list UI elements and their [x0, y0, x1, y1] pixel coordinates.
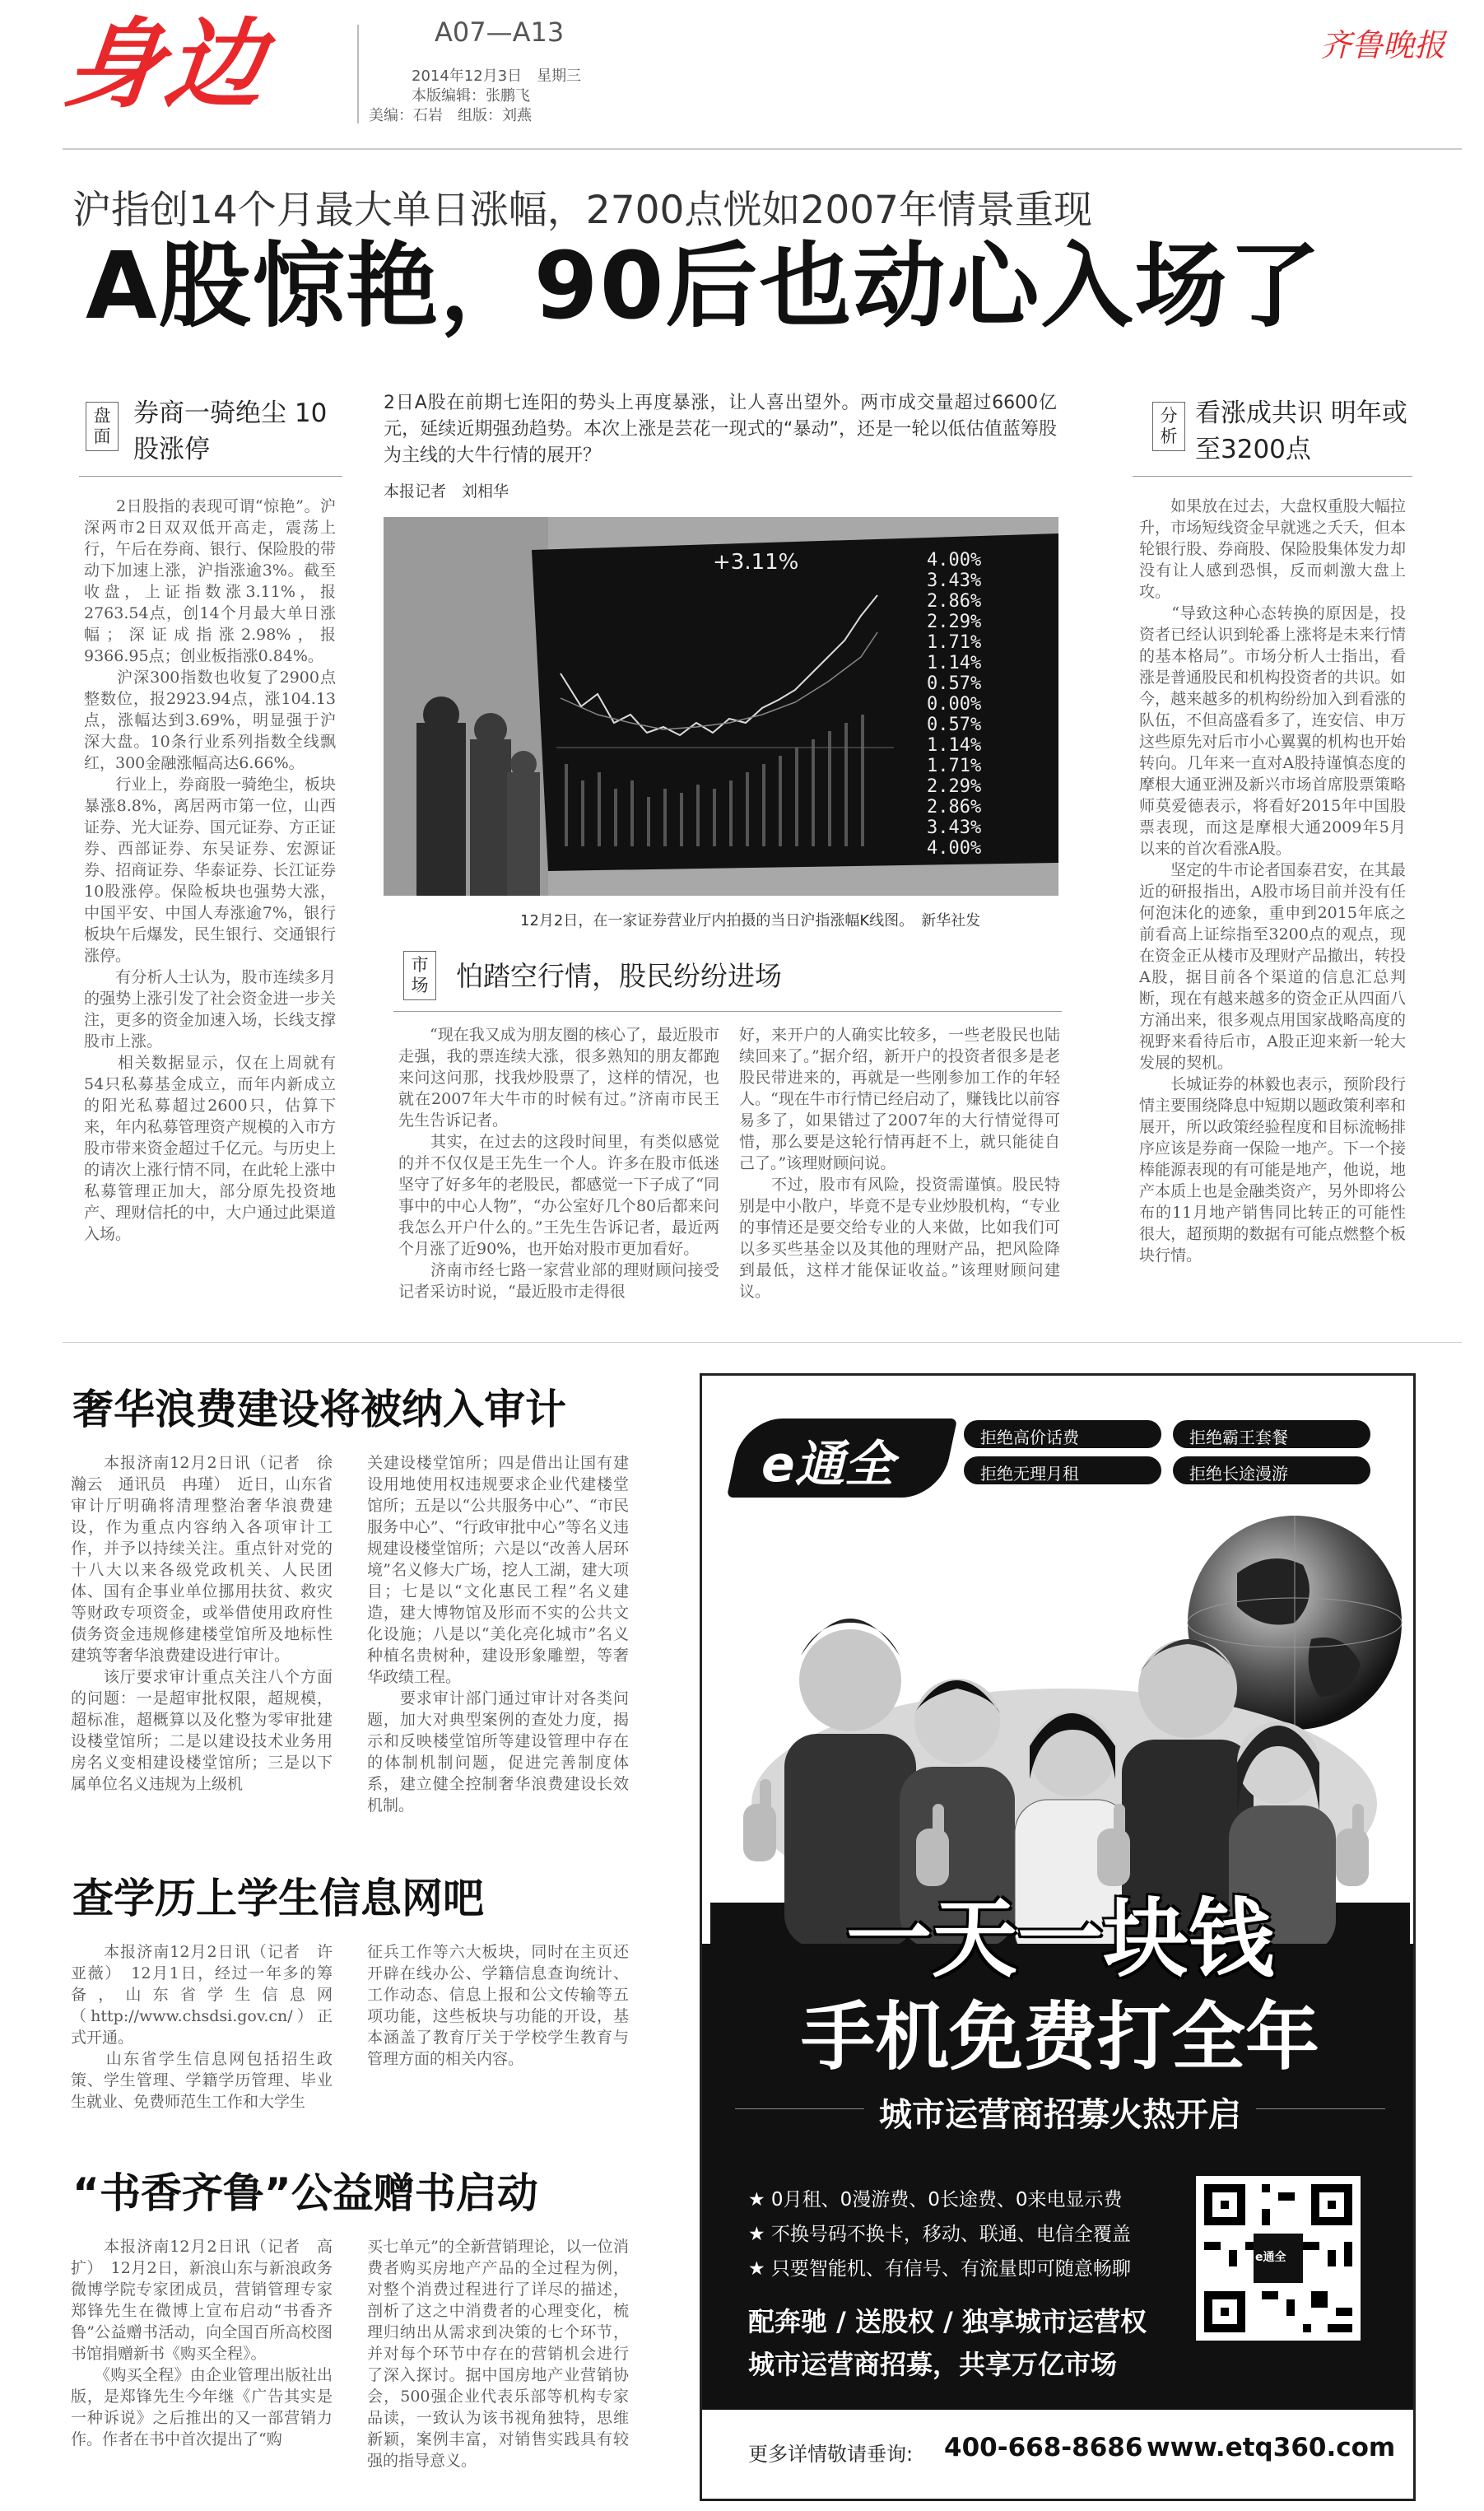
masthead-rule — [63, 148, 1462, 150]
story4-body-b: 买七单元”的全新营销理论，以一位消费者购买房地产产品的全过程为例，对整个消费过程进行了详尽的描述，剖析了这之中消费者的心理变化，梳理归纳出从需求到决策的七个环节，并对每个环节中存在的营销机会进行了深入探讨。据中国房地产业营销协会，500强企业代表乐部等机构专家品读，一致认为该书视角独特，思维新颖，案例丰富，对销售实践具有较强的指导意义。 — [367, 2238, 629, 2470]
qr-code[interactable] — [1196, 2176, 1361, 2341]
paper-logo: 齐鲁晚报 — [1320, 27, 1446, 63]
board-number: 1.71% — [927, 756, 982, 776]
board-number: 3.43% — [927, 571, 982, 591]
market-title-rule — [393, 1011, 1062, 1012]
board-number: 2.29% — [927, 776, 982, 797]
ad-pill-label: 拒绝长途漫游 — [1189, 1464, 1288, 1484]
left-col-body: 2日股指的表现可谓“惊艳”。沪深两市2日双双低开高走，震荡上行，午后在券商、银行、保险股的带动下加速上涨，沪指涨逾3%。截至收盘，上证指数涨3.11%，报2763.54点，创14个月最大单日涨幅；深证成指涨2.98%，报9366.95点；创业板指涨0.84%。 沪深300指数也收复了2900点整数位，报2923.94点，涨104.13点，涨幅达到3.69%，明显强于沪深大盘。10条行业系列指数全线飘红，300金融涨幅高达6.66%。 行业上，券商股一骑绝尘，板块暴涨8.8%，离居两市第一位，山西证券、光大证券、国元证券、方正证券、西部证券、东吴证券、宏源证券、招商证券、华泰证券、长江证券10股涨停。保险板块也强势大涨，中国平安、中国人寿涨逾7%，银行板块午后爆发，民生银行、交通银行涨停。 有分析人士认为，股市连续多月的强势上涨引发了社会资金进一步关注，更多的资金加速入场，长线支撑股市上涨。 相关数据显示，仅在上周就有54只私募基金成立，而年内新成立的阳光私募超过2600只，估算下来，年内私募管理资产规模的入市方股市带来资金超过千亿元。与历史上的请次上涨行情不同，在此轮上涨中私募管理正加大，部分原先投资地产、理财信托的中，大户通过此渠道入场。 — [84, 497, 336, 1243]
board-number: 1.14% — [927, 653, 982, 673]
section-logo: 身边 — [59, 7, 273, 121]
ad-feature: ★ 不换号码不换卡，移动、联通、电信全覆盖 — [748, 2224, 1131, 2245]
editor-line: 本版编辑：张鹏飞 — [412, 87, 530, 105]
board-number: 0.00% — [927, 694, 982, 715]
ad-pill-label: 拒绝高价话费 — [980, 1428, 1079, 1447]
story3-title: 查学历上学生信息网吧 — [72, 1875, 484, 1922]
story4-title: “书香齐鲁”公益赠书启动 — [72, 2169, 538, 2217]
ad-recruit — [702, 2089, 1416, 2136]
board-number: 2.86% — [927, 797, 982, 818]
board-top-change: +3.11% — [713, 550, 799, 575]
left-col-title-rule — [79, 476, 342, 477]
board-number: 1.14% — [927, 735, 982, 756]
lead-intro: 2日A股在前期七连阳的势头上再度暴涨，让人喜出望外。两市成交量超过6600亿元，延续近期强劲趋势。本次上涨是芸花一现式的“暴动”，还是一轮以低估值蓝筹股为主线的大牛行情的展开？ — [384, 393, 1057, 466]
board-number: 0.57% — [927, 715, 982, 735]
right-col-tag: 分析 — [1152, 402, 1185, 451]
ad-big-line2: 手机免费打全年 — [801, 1994, 1319, 2080]
ad-recruit-text: 城市运营商招募火热开启 — [864, 2096, 1256, 2134]
story3-body-b: 征兵工作等六大板块，同时在主页还开辟在线办公、学籍信息查询统计、工作动态、信息上报和公文传输等五项功能，这些板块与功能的开设，基本涵盖了教育厅关于学校学生教育与管理方面的相关内容。 — [367, 1943, 629, 2068]
board-number: 4.00% — [927, 838, 982, 859]
page-range: A07—A13 — [435, 16, 565, 48]
story3-body-a: 本报济南12月2日讯（记者 许亚薇） 12月1日，经过一年多的筹备，山东省学生信息网（http://www.chsdsi.gov.cn/）正式开通。 山东省学生信息网包括招生政策、学生管理、学籍学历管理、毕业生就业、免费师范生工作和大学生 — [71, 1943, 333, 2111]
photo-caption: 12月2日，在一家证券营业厅内拍摄的当日沪指涨幅K线图。 新华社发 — [520, 912, 981, 929]
left-col-title: 券商一骑绝尘 10股涨停 — [133, 398, 328, 464]
board-number: 4.00% — [927, 550, 982, 571]
ad-big-line1: 一天一块钱 — [845, 1889, 1274, 1989]
board-number: 2.86% — [927, 591, 982, 612]
ad-feature: ★ 只要智能机、有信号、有流量即可随意畅聊 — [748, 2258, 1131, 2280]
stock-photo — [384, 517, 1058, 896]
ad-logo-text: e通全 — [761, 1436, 894, 1493]
board-number: 3.43% — [927, 818, 982, 838]
hotline-number[interactable]: 400-668-8686 — [944, 2433, 1143, 2462]
story2-title: 奢华浪费建设将被纳入审计 — [72, 1386, 566, 1433]
board-number: 1.71% — [927, 632, 982, 653]
ad-slogan1: 配奔驰 / 送股权 / 独享城市运营权 — [748, 2306, 1147, 2337]
qr-label: e通全 — [1255, 2251, 1286, 2264]
market-title: 怕踏空行情，股民纷纷进场 — [456, 960, 782, 992]
lead-byline: 本报记者 刘相华 — [384, 482, 509, 501]
market-tag: 市场 — [403, 951, 436, 1000]
right-col-title-rule — [1133, 476, 1412, 477]
lead-bottom-rule — [63, 1342, 1462, 1343]
right-col-body: 如果放在过去，大盘权重股大幅拉升，市场短线资金早就逃之夭夭，但本轮银行股、券商股、保险股集体发力却没有让人感到恐惧，反而刺激大盘上攻。 “导致这种心态转换的原因是，投资者已经认识到轮番上涨将是未来行情的基本格局”。市场分析人士指出，看涨是普通股民和机构投资者的共识。如今，越来越多的机构纷纷加入到看涨的队伍，不但高盛看多了，连安信、申万这些原先对后市小心翼翼的机构也开始转向。几年来一直对A股持谨慎态度的摩根大通亚洲及新兴市场首席股票策略师莫爱德表示，将看好2015年中国股票表现，而这是摩根大通2009年5月以来的首次看涨A股。 坚定的牛市论者国泰君安，在其最近的研报指出，A股市场目前并没有任何泡沫化的迹象，重申到2015年底之前看高上证综指至3200点的观点，现在资金正从楼市及理财产品撤出，转投A股，据目前各个渠道的信息汇总判断，现在有越来越多的资金正从四面八方涌出来，很多观点用国家战略高度的视野来看待后市，A股正迎来新一轮大发展的契机。 长城证券的林毅也表示，预阶段行情主要围绕降息中短期以题政策利率和展开，所以政策经验程度和目标流畅排序应该是券商一保险一地产。下一个接棒能源表现的有可能是地产，他说，地产本质上也是金融类资产，另外即将公布的11月地产销售同比转正的可能性很大，超预期的数据有可能点燃整个板块行情。 — [1139, 497, 1406, 1265]
ad-feature: ★ 0月租、0漫游费、0长途费、0来电显示费 — [748, 2189, 1123, 2211]
board-number: 2.29% — [927, 612, 982, 632]
ad-pill-label: 拒绝无理月租 — [980, 1464, 1079, 1484]
board-number-column — [927, 550, 1026, 859]
ad-panel[interactable] — [700, 1373, 1416, 2501]
hotline-label: 更多详情敬请垂询: — [748, 2443, 914, 2466]
masthead-vertical-rule — [357, 25, 359, 123]
left-col-tag: 盘面 — [86, 402, 119, 451]
story2-body-b: 关建设楼堂馆所；四是借出让国有建设用地使用权违规要求企业代建楼堂馆所；五是以“公共服务中心”、“市民服务中心”、“行政审批中心”等名义违规建设楼堂馆所；六是以“改善人居环境”名义修大广场，挖人工湖，建大项目；七是以“文化惠民工程”名义建造，建大博物馆及形而不实的公共文化设施；八是以“美化亮化城市”名义种植名贵树种，建设形象雕塑，等奢华政绩工程。 要求审计部门通过审计对各类问题，加大对典型案例的查处力度，揭示和反映楼堂馆所等建设管理中存在的体制机制问题，促进完善制度体系，建立健全控制奢华浪费建设长效机制。 — [367, 1454, 629, 1815]
story4-body-a: 本报济南12月2日讯（记者 高扩） 12月2日，新浪山东与新浪政务微博学院专家团成员，营销管理专家郑锋先生在微博上宣布启动“书香齐鲁”公益赠书活动，向全国百所高校图书馆捐赠新书《购买全程》。 《购买全程》由企业管理出版社出版，是郑锋先生今年继《广告其实是一种诉说》之后推出的又一部营销力作。作者在书中首次提出了“购 — [71, 2238, 333, 2448]
right-col-title: 看涨成共识 明年或至3200点 — [1195, 398, 1407, 464]
masthead — [0, 0, 1484, 156]
website-link[interactable]: www.etq360.com — [1147, 2433, 1396, 2462]
market-body-b: 好，来开户的人确实比较多，一些老股民也陆续回来了。”据介绍，新开户的投资者很多是老股民带进来的，再就是一些刚参加工作的年轻人。“现在牛市行情已经启动了，赚钱比以前容易多了，如果错过了2007年的大行情觉得可惜，那么要是这轮行情再赶不上，就只能徒自己了。”该理财顾问说。 不过，股市有风险，投资需谨慎。股民特别是中小散户，毕竟不是专业炒股机构，“专业的事情还是要交给专业的人来做，比如我们可以多买些基金以及其他的理财产品，把风险降到最低，这样才能保证收益。”该理财顾问建议。 — [739, 1026, 1060, 1301]
lead-kicker: 沪指创14个月最大单日涨幅，2700点恍如2007年情景重现 — [72, 188, 1093, 233]
ad-slogan2: 城市运营商招募，共享万亿市场 — [748, 2349, 1118, 2380]
story2-body-a: 本报济南12月2日讯（记者 徐瀚云 通讯员 冉瑾） 近日，山东省审计厅明确将清理整治奢华浪费建设，作为重点内容纳入各项审计工作，并予以持续关注。重点针对党的十八大以来各级党政机关、人民团体、国有企事业单位挪用扶贫、救灾等财政专项资金，或举借使用政府性债务资金违规修建楼堂馆所及地标性建筑等奢华浪费建设进行审计。 该厅要求审计重点关注八个方面的问题：一是超审批权限，超规模，超标准，超概算以及化整为零审批建设楼堂馆所；二是以建设技术业务用房名义变相建设楼堂馆所；三是以下属单位名义违规为上级机 — [71, 1454, 333, 1793]
ad-pill-label: 拒绝霸王套餐 — [1189, 1428, 1288, 1447]
design-line: 美编：石岩 组版：刘燕 — [369, 107, 532, 124]
lead-headline: A股惊艳，90后也动心入场了 — [86, 233, 1323, 340]
market-body-a: “现在我又成为朋友圈的核心了，最近股市走强，我的票连续大涨，很多熟知的朋友都跑来问这问那，找我炒股票了，这样的情况，也就在2007年大牛市的时候有过。”济南市民王先生告诉记者。 其实，在过去的这段时间里，有类似感觉的并不仅仅是王先生一个人。许多在股市低迷坚守了好多年的老股民，都感觉一下子成了“同事中的中心人物”，“办公室好几个80后都来问我怎么开户什么的。”王先生告诉记者，最近两个月涨了近90%，也开始对股市更加看好。 济南市经七路一家营业部的理财顾问接受记者采访时说，“最近股市走得很 — [398, 1026, 719, 1301]
board-number: 0.57% — [927, 673, 982, 694]
date-line: 2014年12月3日 星期三 — [412, 68, 582, 85]
